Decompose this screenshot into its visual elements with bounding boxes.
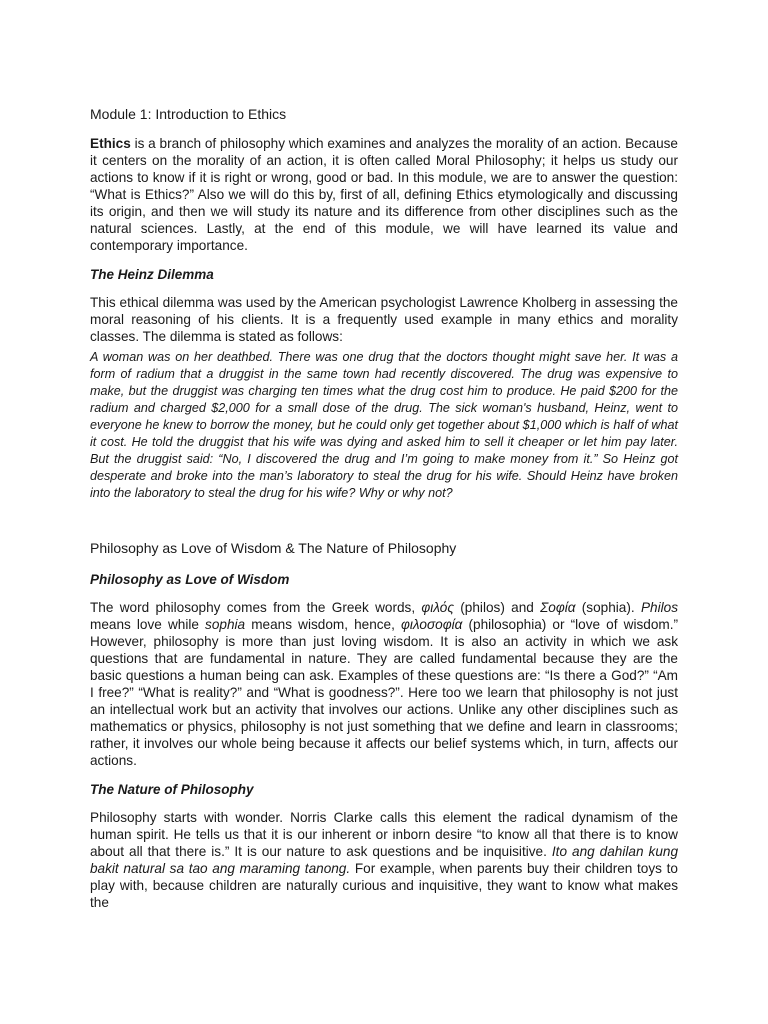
nature-text-2: For example, when parents buy their children toys to play with, because children are naturally curious and inquisitive, they want to know what makes the	[90, 861, 678, 910]
greek-philos: φιλός	[421, 600, 454, 615]
heinz-intro: This ethical dilemma was used by the American psychologist Lawrence Kholberg in assessing the moral reasoning of his clients. It is a frequently used example in many ethics and morality classes. The dilemma is stated as follows:	[90, 295, 678, 344]
love-text-1: The word philosophy comes from the Greek words,	[90, 600, 422, 615]
ethics-paragraph	[90, 135, 678, 254]
love-paragraph	[90, 599, 678, 769]
love-text-3: (sophia).	[575, 600, 641, 615]
heinz-quote: A woman was on her deathbed. There was one drug that the doctors thought might save her. It was a form of radium that a druggist in the same town had recently discovered. The drug was expensive to make, but the druggist was charging ten times what the drug cost him to produce. He paid $200 for the radium and charged $2,000 for a small dose of the drug. The sick woman's husband, Heinz, went to everyone he knew to borrow the money, but he could only get together about $1,000 which is half of what it cost. He told the druggist that his wife was dying and asked him to sell it cheaper or let him pay later. But the druggist said: “No, I discovered the drug and I’m going to make money from it.” So Heinz got desperate and broke into the man’s laboratory to steal the drug for his wife. Should Heinz have broken into the laboratory to steal the drug for his wife? Why or why not?	[90, 350, 678, 500]
tagalog-phrase: Ito ang dahilan kung bakit natural sa tao ang maraming tanong.	[90, 844, 678, 876]
philos-word: Philos	[640, 600, 678, 615]
nature-text-1: Philosophy starts with wonder. Norris Clarke calls this element the radical dynamism of the human spirit. He tells us that it is our inherent or inborn desire “to know all that there is to know about all that there is.” It is our nature to ask questions and be inquisitive.	[90, 810, 678, 859]
ethics-text: is a branch of philosophy which examines and analyzes the morality of an action. Because it centers on the morality of an action, it is often called Moral Philosophy; it helps us study our actions to know if it is right or wrong, good or bad. In this module, we are to answer the question: “What is Ethics?” Also we will do this by, first of all, defining Ethics etymologically and discussing its origin, and then we will study its nature and its difference from other disciplines such as the natural sciences. Lastly, at the end of this module, we will have learned its value and contemporary importance.	[90, 136, 678, 253]
nature-paragraph	[90, 809, 678, 911]
greek-philosophia: φιλοσοφία	[401, 617, 463, 632]
greek-sophia: Σοφία	[540, 600, 576, 615]
love-text-5: means wisdom, hence,	[245, 617, 402, 632]
love-text-2: (philos) and	[453, 600, 541, 615]
heinz-heading: The Heinz Dilemma	[90, 267, 214, 282]
nature-heading: The Nature of Philosophy	[90, 782, 254, 797]
section2-title: Philosophy as Love of Wisdom & The Nature of Philosophy	[90, 540, 457, 556]
sophia-word: sophia	[205, 617, 246, 632]
ethics-term: Ethics	[90, 136, 131, 151]
love-heading: Philosophy as Love of Wisdom	[90, 572, 290, 587]
section-spacer	[90, 502, 678, 540]
love-text-6: (philosophia) or “love of wisdom.” However, philosophy is more than just loving wisdom. It is also an activity in which we ask questions that are fundamental in nature. They are called fundamental because they are the basic questions a human being can ask. Examples of these questions are: “Is there a God?” “Am I free?” “What is reality?” and “What is goodness?”. Here too we learn that philosophy is not just an intellectual work but an activity that involves our actions. Unlike any other disciplines such as mathematics or physics, philosophy is not just something that we define and learn in classrooms; rather, it involves our whole being because it affects our belief systems which, in turn, affects our actions.	[90, 617, 679, 768]
module-title: Module 1: Introduction to Ethics	[90, 106, 287, 122]
love-text-4: means love while	[90, 617, 206, 632]
